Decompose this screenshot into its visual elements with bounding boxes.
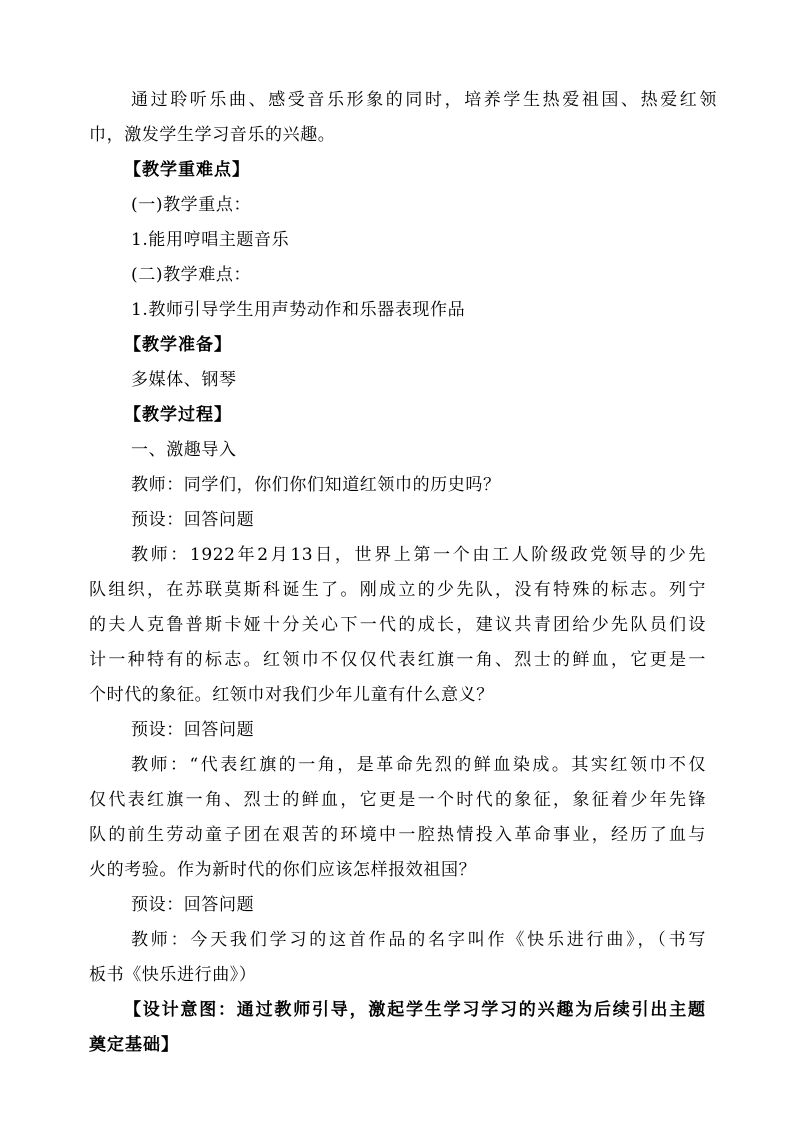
paragraph-line: 巾，激发学生学习音乐的兴趣。	[89, 125, 336, 145]
design-intent-note: 奠定基础】	[89, 1035, 179, 1055]
paragraph-line: 队组织，在苏联莫斯科诞生了。刚成立的少先队，没有特殊的标志。列宁	[89, 580, 706, 600]
paragraph-line: 多媒体、钢琴	[131, 370, 237, 390]
paragraph-line: 的夫人克鲁普斯卡娅十分关心下一代的成长，建议共青团给少先队员们设	[89, 615, 706, 635]
design-intent-note: 【设计意图：通过教师引导，激起学生学习学习的兴趣为后续引出主题	[124, 1000, 706, 1020]
section-heading: 【教学过程】	[124, 405, 232, 425]
section-heading: 【教学准备】	[124, 335, 232, 355]
paragraph-line: 计一种特有的标志。红领巾不仅仅代表红旗一角、烈士的鲜血，它更是一	[89, 650, 706, 670]
subheading: 一、激趣导入	[131, 440, 237, 460]
subheading: (二)教学难点：	[131, 265, 252, 285]
paragraph-line: 教师：“代表红旗的一角，是革命先烈的鲜血染成。其实红领巾不仅	[131, 755, 706, 775]
paragraph-line: 板书《快乐进行曲》）	[89, 965, 257, 985]
section-heading: 【教学重难点】	[124, 160, 250, 180]
paragraph-line: 个时代的象征。红领巾对我们少年儿童有什么意义？	[89, 685, 494, 705]
paragraph-line: 预设：回答问题	[131, 510, 255, 530]
paragraph-line: 火的考验。作为新时代的你们应该怎样报效祖国？	[89, 860, 477, 880]
paragraph-line: 预设：回答问题	[131, 895, 255, 915]
paragraph-line: 通过聆听乐曲、感受音乐形象的同时，培养学生热爱祖国、热爱红领	[131, 90, 717, 110]
paragraph-line: 教师：1922年2月13日，世界上第一个由工人阶级政党领导的少先	[131, 545, 706, 565]
subheading: (一)教学重点：	[131, 195, 252, 215]
paragraph-line: 仅代表红旗一角、烈士的鲜血，它更是一个时代的象征，象征着少年先锋	[89, 790, 706, 810]
list-item: 1.能用哼唱主题音乐	[131, 230, 290, 250]
paragraph-line: 教师：今天我们学习的这首作品的名字叫作《快乐进行曲》，（书写	[131, 930, 706, 950]
list-item: 1.教师引导学生用声势动作和乐器表现作品	[131, 300, 466, 320]
paragraph-line: 教师：同学们，你们你们知道红领巾的历史吗？	[131, 475, 501, 495]
paragraph-line: 预设：回答问题	[131, 720, 255, 740]
paragraph-line: 队的前生劳动童子团在艰苦的环境中一腔热情投入革命事业，经历了血与	[89, 825, 706, 845]
